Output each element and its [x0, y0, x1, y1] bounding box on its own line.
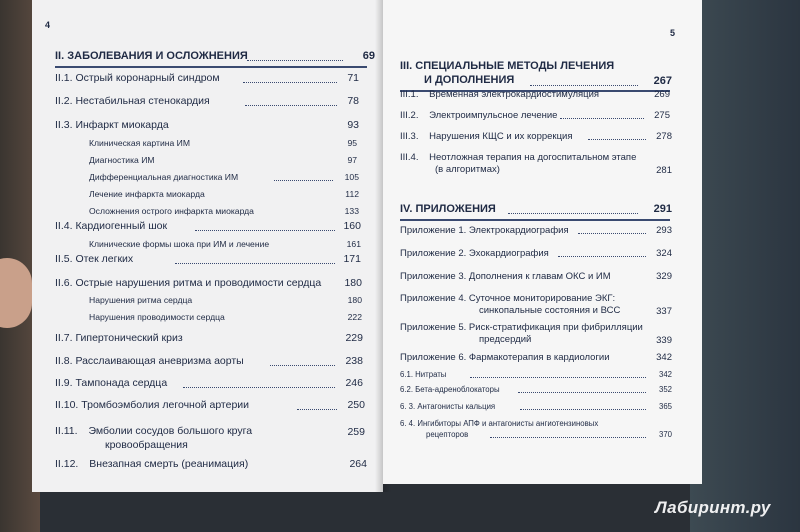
entry-title-line2: (в алгоритмах) [435, 164, 500, 175]
toc-entry[interactable] [400, 271, 672, 282]
toc-subentry[interactable] [89, 155, 357, 166]
right-page [383, 0, 702, 484]
entry-title: Неотложная терапия на догоспитальном этапе [429, 152, 637, 163]
entry-page: 264 [349, 458, 367, 470]
entry-title-line2: И ДОПОЛНЕНИЯ [424, 74, 515, 86]
leader-dots [183, 387, 335, 388]
entry-page: 267 [653, 75, 672, 87]
entry-page: 329 [656, 271, 672, 282]
divider [400, 219, 670, 221]
toc-entry[interactable] [400, 225, 672, 236]
entry-page: 281 [656, 165, 672, 176]
entry-page: 278 [656, 131, 672, 142]
entry-title: Приложение 1. Электрокардиография [400, 225, 569, 236]
entry-title-line2: синкопальные состояния и ВСС [479, 305, 621, 316]
toc-entry[interactable] [400, 89, 670, 100]
toc-entry[interactable] [400, 293, 672, 317]
entry-title: Приложение 3. Дополнения к главам ОКС и ИМ [400, 271, 611, 282]
entry-title-line2: рецепторов [426, 430, 469, 439]
left-page [32, 0, 383, 492]
entry-title: 6.2. Бета-адреноблокаторы [400, 385, 500, 394]
entry-page: 180 [347, 295, 362, 305]
entry-number: II.6. [55, 277, 73, 289]
entry-page: 180 [344, 277, 362, 289]
entry-number: II.3. [55, 119, 73, 131]
toc-subentry[interactable] [400, 418, 672, 440]
toc-entry-II[interactable] [55, 50, 375, 63]
toc-entry[interactable] [400, 322, 672, 346]
entry-title: Острые нарушения ритма и проводимости сердца [75, 277, 322, 289]
entry-title: Лечение инфаркта миокарда [89, 189, 205, 199]
entry-number: III.1. [400, 89, 419, 100]
right-page-number: 5 [670, 28, 676, 38]
entry-page: 222 [347, 312, 362, 322]
entry-title: Расслаивающая аневризма аорты [75, 355, 244, 367]
leader-dots [508, 213, 638, 214]
entry-page: 246 [345, 377, 363, 389]
entry-page: 93 [347, 119, 359, 131]
entry-title: Острый коронарный синдром [75, 72, 220, 84]
toc-entry-IV[interactable] [400, 203, 672, 216]
entry-title: Кардиогенный шок [75, 220, 168, 232]
toc-entry[interactable] [55, 458, 367, 471]
entry-number: III.3. [400, 131, 419, 142]
entry-page: 293 [656, 225, 672, 236]
leader-dots [297, 409, 337, 410]
entry-page: 250 [347, 399, 365, 411]
entry-title: Клинические формы шока при ИМ и лечение [89, 239, 270, 249]
toc-subentry[interactable] [400, 401, 672, 412]
entry-number: II.4. [55, 220, 73, 232]
leader-dots [520, 409, 646, 410]
toc-entry[interactable] [400, 131, 672, 142]
entry-number: IV. [400, 203, 413, 215]
entry-page: 105 [344, 172, 359, 182]
entry-page: 71 [347, 72, 359, 84]
leader-dots [245, 105, 337, 106]
entry-title: Инфаркт миокарда [75, 119, 169, 131]
leader-dots [175, 263, 335, 264]
entry-title: СПЕЦИАЛЬНЫЕ МЕТОДЫ ЛЕЧЕНИЯ [415, 60, 615, 72]
leader-dots [560, 118, 644, 119]
toc-subentry[interactable] [89, 189, 359, 200]
entry-title-line2: кровообращения [105, 439, 188, 451]
entry-page: 229 [345, 332, 363, 344]
entry-page: 112 [345, 189, 359, 199]
entry-title: Тромбоэмболия легочной артерии [81, 399, 250, 411]
entry-page: 238 [345, 355, 363, 367]
leader-dots [243, 82, 337, 83]
entry-page: 275 [654, 110, 670, 121]
entry-number: II.8. [55, 355, 73, 367]
toc-entry[interactable] [55, 332, 363, 345]
toc-entry[interactable] [400, 248, 672, 259]
toc-entry-III[interactable] [400, 60, 672, 88]
entry-number: II.5. [55, 253, 73, 265]
entry-title: Приложение 5. Риск-стратификация при фибрилляции [400, 322, 643, 333]
leader-dots [518, 392, 646, 393]
entry-number: II.11. [55, 425, 78, 437]
toc-entry[interactable] [55, 220, 361, 233]
left-page-number: 4 [45, 20, 51, 30]
leader-dots [530, 85, 638, 86]
watermark-logo: Лабиринт.ру [655, 498, 771, 517]
entry-title: Нарушения ритма сердца [89, 295, 193, 305]
entry-title: Тампонада сердца [75, 377, 168, 389]
entry-page: 337 [656, 306, 672, 317]
entry-page: 69 [362, 50, 375, 62]
entry-title: Временная электрокардиостимуляция [429, 89, 600, 100]
thumb [0, 258, 32, 328]
entry-number: II.2. [55, 95, 73, 107]
entry-page: 97 [347, 155, 357, 165]
entry-page: 171 [343, 253, 361, 265]
toc-entry[interactable] [400, 352, 672, 363]
entry-number: II.9. [55, 377, 73, 389]
leader-dots [470, 377, 646, 378]
toc-entry[interactable] [55, 355, 363, 368]
entry-title: Нарушения проводимости сердца [89, 312, 225, 322]
entry-number: II.12. [55, 458, 79, 470]
entry-page: 78 [347, 95, 359, 107]
leader-dots [274, 180, 333, 181]
toc-subentry[interactable] [400, 384, 672, 395]
leader-dots [247, 60, 343, 61]
toc-subentry[interactable] [89, 138, 357, 149]
entry-title: Эмболии сосудов большого круга [88, 425, 253, 437]
entry-page: 324 [656, 248, 672, 259]
entry-number: III. [400, 60, 413, 72]
entry-title: Диагностика ИМ [89, 155, 155, 165]
entry-title: 6. 3. Антагонисты кальция [400, 402, 496, 411]
toc-entry[interactable] [55, 119, 359, 132]
entry-title: Клиническая картина ИМ [89, 138, 190, 148]
entry-title: Приложение 6. Фармакотерапия в кардиологии [400, 352, 610, 363]
toc-subentry[interactable] [400, 369, 672, 380]
entry-page: 365 [658, 402, 672, 411]
entry-page: 291 [653, 203, 672, 215]
entry-title: Осложнения острого инфаркта миокарда [89, 206, 254, 216]
entry-page: 269 [654, 89, 670, 100]
entry-number: II.1. [55, 72, 73, 84]
toc-entry[interactable] [55, 377, 363, 390]
toc-subentry[interactable] [89, 172, 359, 183]
toc-entry[interactable] [55, 399, 365, 412]
entry-title: Электроимпульсное лечение [429, 110, 558, 121]
entry-number: II. [55, 50, 65, 62]
entry-number: II.7. [55, 332, 73, 344]
divider [55, 66, 367, 68]
entry-number: II.10. [55, 399, 79, 411]
entry-title: Приложение 4. Суточное мониторирование ЭКГ: [400, 293, 616, 304]
toc-entry[interactable] [55, 277, 362, 290]
entry-title: Отек легких [75, 253, 134, 265]
leader-dots [588, 139, 646, 140]
entry-title: ЗАБОЛЕВАНИЯ И ОСЛОЖНЕНИЯ [67, 50, 248, 62]
toc-entry[interactable] [55, 95, 359, 108]
toc-entry[interactable] [400, 152, 672, 176]
entry-page: 342 [656, 352, 672, 363]
entry-title: Приложение 2. Эхокардиография [400, 248, 549, 259]
entry-page: 342 [658, 370, 672, 379]
entry-title: Нарушения КЩС и их коррекция [429, 131, 573, 142]
entry-number: III.4. [400, 152, 419, 163]
entry-page: 370 [658, 430, 672, 439]
entry-page: 95 [347, 138, 357, 148]
toc-entry[interactable] [55, 425, 365, 453]
toc-entry[interactable] [55, 253, 361, 266]
toc-subentry[interactable] [89, 206, 359, 217]
leader-dots [558, 256, 646, 257]
entry-page: 160 [343, 220, 361, 232]
background-right [690, 0, 800, 532]
entry-title: ПРИЛОЖЕНИЯ [415, 203, 496, 215]
leader-dots [270, 365, 335, 366]
toc-entry[interactable] [400, 110, 670, 121]
leader-dots [490, 437, 646, 438]
entry-title: Дифференциальная диагностика ИМ [89, 172, 239, 182]
entry-page: 352 [658, 385, 672, 394]
entry-page: 259 [347, 426, 365, 438]
entry-page: 161 [346, 239, 361, 249]
entry-page: 133 [344, 206, 359, 216]
toc-subentry[interactable] [89, 312, 362, 323]
leader-dots [195, 230, 335, 231]
entry-number: III.2. [400, 110, 419, 121]
toc-subentry[interactable] [89, 295, 362, 306]
entry-title: Гипертонический криз [75, 332, 183, 344]
leader-dots [578, 233, 646, 234]
entry-page: 339 [656, 335, 672, 346]
entry-title: 6.1. Нитраты [400, 370, 447, 379]
toc-subentry[interactable] [89, 239, 361, 250]
entry-title: 6. 4. Ингибиторы АПФ и антагонисты ангиотензиновых [400, 419, 599, 428]
entry-title-line2: предсердий [479, 334, 532, 345]
entry-title: Внезапная смерть (реанимация) [89, 458, 249, 470]
entry-title: Нестабильная стенокардия [75, 95, 210, 107]
toc-entry[interactable] [55, 72, 359, 85]
